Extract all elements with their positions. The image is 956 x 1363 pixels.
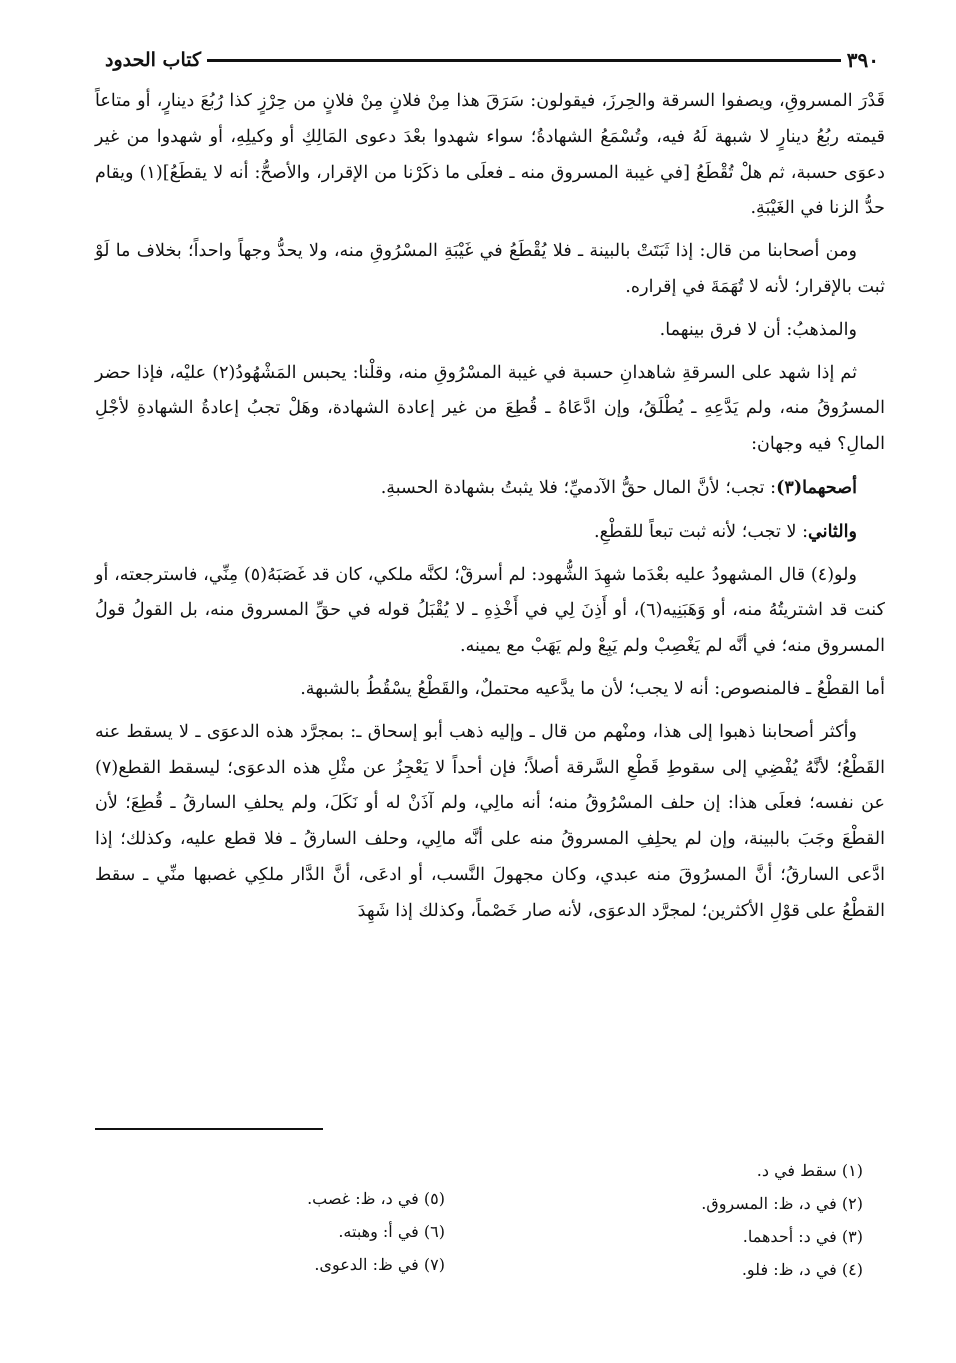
- paragraph: [95, 84, 885, 227]
- running-header: [95, 40, 885, 80]
- paragraph: [95, 514, 885, 551]
- paragraph: [95, 470, 885, 507]
- footnote: (١) سقط في د.: [756, 1161, 863, 1180]
- paragraph: [95, 313, 885, 349]
- paragraph-text: ثم إذا شهد على السرقةِ شاهدانِ حسبة في غيبة المسْرُوقِ منه، وقلْنا: يحبس المَشْهُودُ(٢) عليْه، فإذا حضر المسرُوقُ منه، ولم يَدَّعِهِ ـ يُطْلَقُ، وإن ادَّعَاهُ ـ قُطِعَ من غير إعادة الشهادة، وهَلْ تجبُ إعادةُ الشهادةِ لأجْلِ المالِ؟ فيه وجهان:: [95, 362, 885, 455]
- paragraph-text: وأكثر أصحابنا ذهبوا إلى هذا، ومنْهم من قال ـ وإليه ذهب أبو إسحاق ـ: بمجرَّد هذه الدعوَى ـ لا يسقط عنه القَطْعُ؛ لأنَّهُ يُفْضِي إلى سقوطِ قَطْعِ السَّرقة أصلاً؛ فإن أحداً لا يَعْجِزُ عن مثْلِ هذه الدعوَى؛ ليسقط القطع(٧) عن نفسه؛ فعلَى هذا: إن حلف المسْرُوقُ منه؛ أنه مالِي، ولم آذَنْ له أو نَكَلَ، ولم يحلفِ السارقُ ـ قُطِعَ؛ لأن القطْعَ وجَبَ بالبينة، وإن لم يحلِفِ المسروقُ منه على أنَّه مالِي، وحلف السارقُ ـ فلا قطع عليه، وكذلك؛ إذا ادَّعى السارقُ؛ أنَّ المسرُوقَ منه عبدي، وكان مجهولَ النَّسب، أو ادعَى، أنَّ الدَّار ملكِي غصبها منِّي ـ سقط القطْعُ على قوْلِ الأكثرين؛ لمجرَّد الدعوَى، لأنه صار خَصْماً، وكذلك إذا شَهِدَ: [95, 721, 885, 921]
- paragraph-text: : لا تجب؛ لأنه ثبت تبعاً للقطْعِ.: [594, 521, 809, 542]
- page-number: ٣٩٠: [846, 48, 879, 72]
- paragraph-text: : تجب؛ لأنَّ المال حقُّ الآدميِّ؛ فلا يثبتُ بشهادة الحسبةِ.: [380, 477, 777, 498]
- paragraph: [95, 715, 885, 930]
- book-title: كتاب الحدود: [105, 49, 202, 71]
- header-rule: [207, 59, 841, 62]
- paragraph-lead: أصحهما(٣): [776, 476, 857, 498]
- footnotes-column-right: [701, 1154, 863, 1286]
- book-page: [95, 40, 885, 1340]
- footnote: (٦) في أ: وهبته.: [338, 1222, 445, 1241]
- footnote-separator: [95, 1128, 323, 1130]
- main-text: [95, 84, 885, 937]
- paragraph-text: والمذهبُ: أن لا فرق بينهما.: [659, 319, 857, 340]
- paragraph: [95, 672, 885, 708]
- paragraph-text: ومن أصحابنا من قال: إذا ثَبَتَتْ بالبينة ـ فلا يُقْطَعُ في غَيْبَةِ المسْرُوقِ منه، ولا يحدُّ وجهاً واحداً؛ بخلاف ما لَوْ ثبت بالإقرار؛ لأنه لا تُهَمَةَ في إقراره.: [95, 241, 885, 297]
- footnote: (٢) في د، ظ: المسروق.: [701, 1194, 863, 1213]
- footnote: (٥) في د، ظ: غصب.: [307, 1189, 445, 1208]
- footnotes-column-left: [307, 1182, 445, 1281]
- paragraph-lead: والثاني: [808, 520, 857, 542]
- paragraph-text: أما القطْعُ ـ فالمنصوص: أنه لا يجب؛ لأن ما يدَّعيه محتملٌ، والقَطْعُ يسْقُطُ بالشبهة.: [300, 678, 885, 699]
- footnote: (٧) في ظ: الدعوى.: [314, 1255, 445, 1274]
- paragraph-text: قَدْرَ المسروقِ، ويصفوا السرقة والحِرزَ، فيقولون: سَرَقَ هذا مِنْ فلانٍ مِنْ فلانٍ من حِرْزٍ كذا رُبُعَ دينارٍ، أو متاعاً قيمته ربُعُ دينارٍ لا شبهة لَهُ فيه، وتُسْمَعُ الشهادةُ؛ سواء شهدوا بعْدَ دعوى المَالِكِ أو وكيلِهِ، أو شهدوا من غير دعوَى حسبة، ثم هلْ تُقْطَعُ [في غيبة المسروق منه ـ فعلَى ما ذكَرْنا من الإقرار، والأصحُّ: أنه لا يقطَعُ](١) ويقام حدُّ الزنا في الغَيْبَةِ.: [95, 91, 885, 219]
- paragraph-text: ولو(٤) قال المشهودُ عليه بعْدَما شهِدَ الشُّهود: لم أسرقْ؛ لكنَّه ملكي، كان قد غَصَبَهُ(٥) مِنِّي، فاسترجعته، أو كنت قد اشتريتُهُ منه، أو وَهَبَنِيه(٦)، أو أَذِنَ لِي في أَخْذِهِ ـ لا يُقْبَلُ قوله في حقِّ المسروق منه، بل القولُ قولُ المسروق منه؛ في أنَّه لم يَغْصِبْ ولم يَبِعْ ولم يَهَبْ مع يمينه.: [95, 564, 885, 657]
- paragraph: [95, 234, 885, 306]
- paragraph: [95, 356, 885, 463]
- paragraph: [95, 558, 885, 665]
- footnote: (٣) في د: أحدهما.: [742, 1227, 863, 1246]
- footnote: (٤) في د، ظ: فلو.: [741, 1260, 863, 1279]
